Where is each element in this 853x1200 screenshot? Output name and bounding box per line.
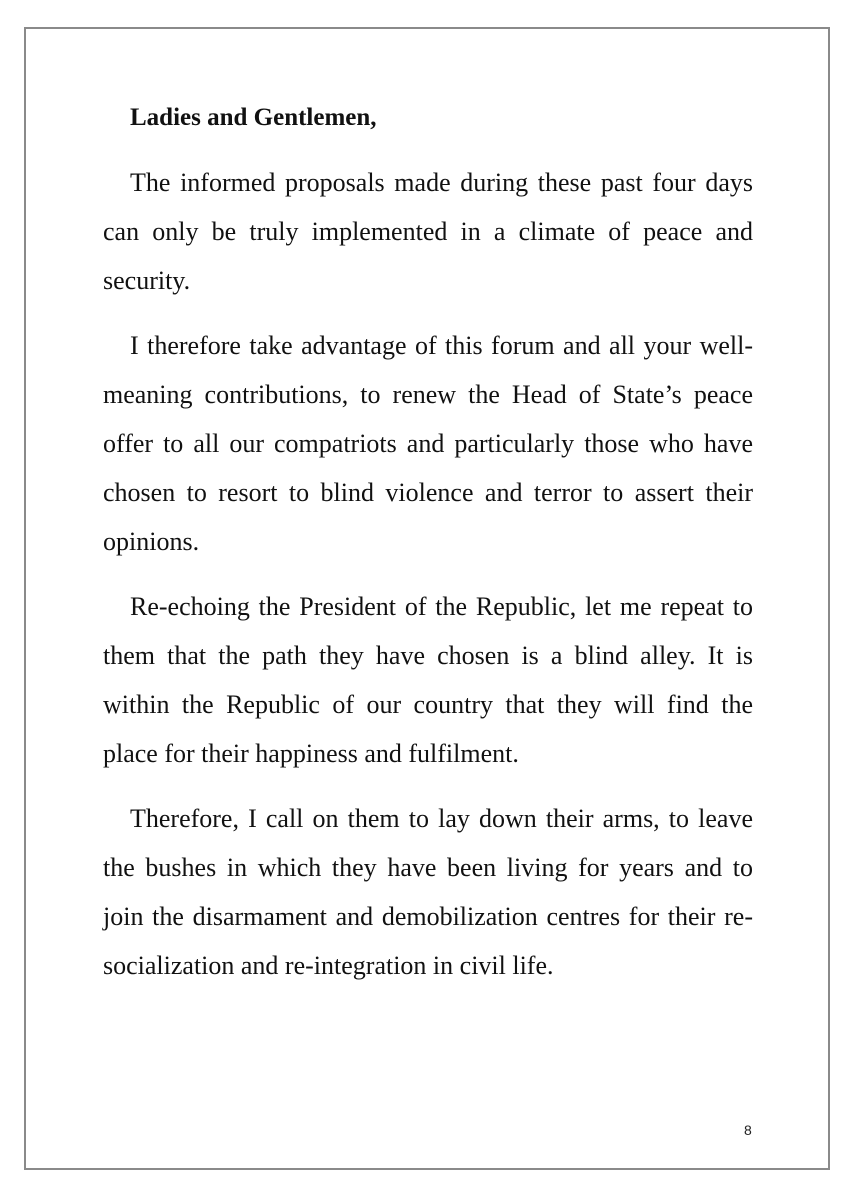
paragraph-peace-offer: I therefore take advantage of this forum and all your well-meaning contributions, to renew the Head of State’s peace offer to all our compatriots and particularly those who have chosen to resort to blind violence and terror to assert their opinions. <box>103 331 753 556</box>
paragraph-lay-down-arms: Therefore, I call on them to lay down their arms, to leave the bushes in which they have been living for years and to join the disarmament and demobilization centres for their re-socialization and re-integration in civil life. <box>103 804 753 980</box>
paragraph-blind-alley: Re-echoing the President of the Republic, let me repeat to them that the path they have chosen is a blind alley. It is within the Republic of our country that they will find the place for their happiness and fulfilment. <box>103 592 753 768</box>
salutation: Ladies and Gentlemen, <box>130 104 377 131</box>
page-number: 8 <box>744 1122 752 1138</box>
document-page <box>24 27 830 1170</box>
document-body <box>103 93 753 1006</box>
paragraph-peace-security: The informed proposals made during these past four days can only be truly implemented in a climate of peace and security. <box>103 168 753 295</box>
